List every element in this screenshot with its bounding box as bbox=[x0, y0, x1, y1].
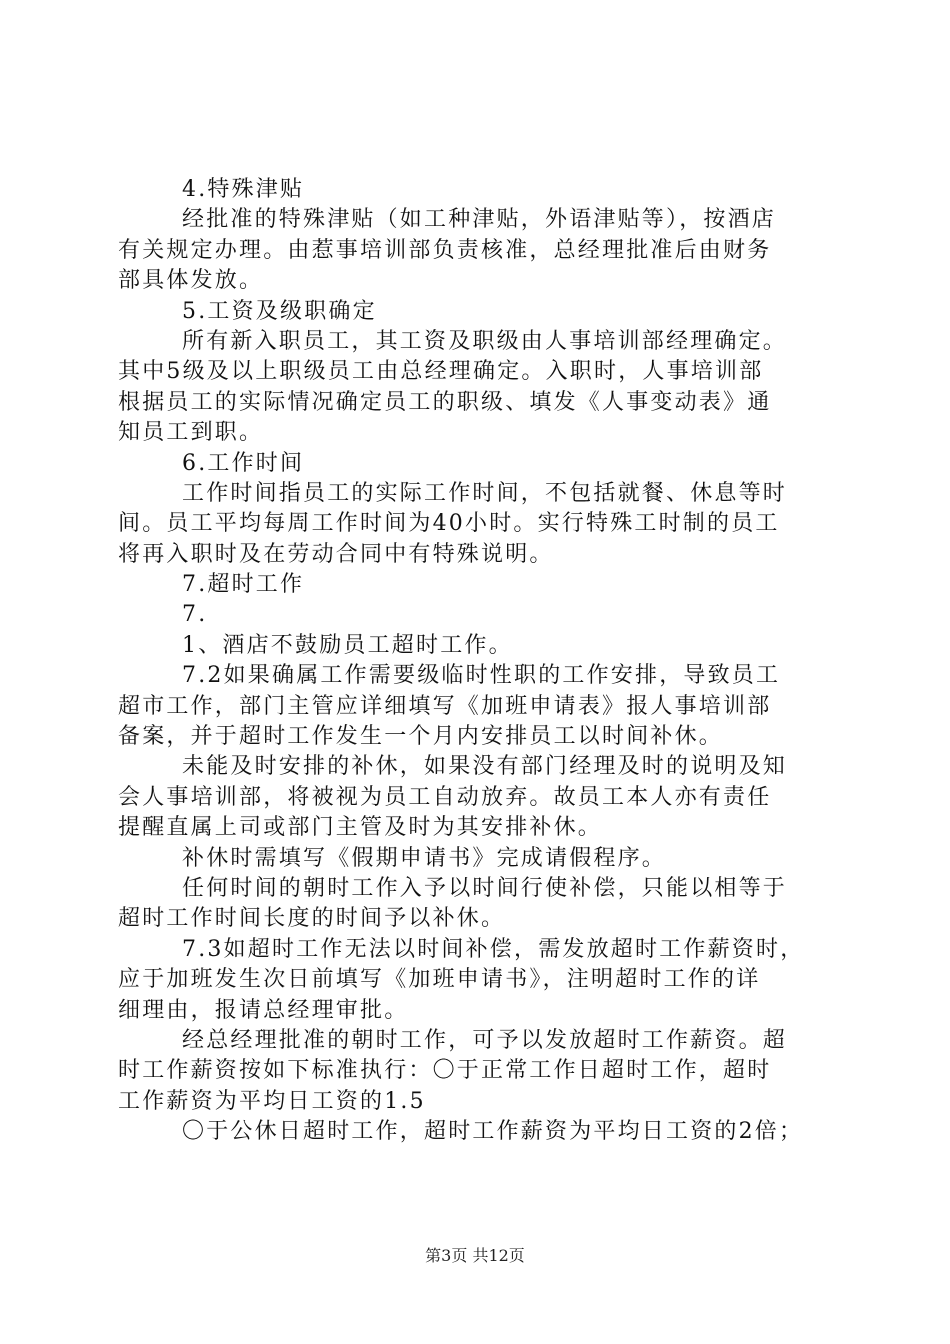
paragraph-line: 经总经理批准的朝时工作，可予以发放超时工作薪资。超 bbox=[182, 1027, 788, 1053]
section-heading: 5.工资及级职确定 bbox=[182, 298, 377, 324]
paragraph-line: 将再入职时及在劳动合同中有特殊说明。 bbox=[118, 541, 554, 567]
paragraph-line: 1、酒店不鼓励员工超时工作。 bbox=[182, 632, 513, 658]
page-number-footer: 第3页 共12页 bbox=[425, 1246, 525, 1265]
paragraph-line: 备案，并于超时工作发生一个月内安排员工以时间补休。 bbox=[118, 724, 724, 750]
paragraph-line: 〇于公休日超时工作，超时工作薪资为平均日工资的2倍； bbox=[182, 1119, 804, 1145]
paragraph-line: 部具体发放。 bbox=[118, 268, 264, 294]
paragraph-line: 7.2如果确属工作需要级临时性职的工作安排，导致员工 bbox=[182, 663, 781, 689]
paragraph-line: 工作时间指员工的实际工作时间，不包括就餐、休息等时 bbox=[182, 480, 788, 506]
paragraph-line: 所有新入职员工，其工资及职级由人事培训部经理确定。 bbox=[182, 328, 788, 354]
document-body bbox=[118, 175, 838, 1148]
paragraph-line: 有关规定办理。由惹事培训部负责核准，总经理批准后由财务 bbox=[118, 237, 772, 263]
section-heading: 6.工作时间 bbox=[182, 450, 305, 476]
paragraph-line: 未能及时安排的补休，如果没有部门经理及时的说明及知 bbox=[182, 754, 788, 780]
paragraph-line: 间。员工平均每周工作时间为40小时。实行特殊工时制的员工 bbox=[118, 511, 780, 537]
paragraph-line: 7. bbox=[182, 602, 208, 628]
paragraph-line: 根据员工的实际情况确定员工的职级、填发《人事变动表》通 bbox=[118, 389, 772, 415]
paragraph-line: 超时工作时间长度的时间予以补休。 bbox=[118, 906, 506, 932]
paragraph-line: 工作薪资为平均日工资的1.5 bbox=[118, 1088, 426, 1114]
section-heading: 7.超时工作 bbox=[182, 572, 305, 598]
section-heading: 4.特殊津贴 bbox=[182, 177, 305, 202]
paragraph-line: 经批准的特殊津贴（如工种津贴，外语津贴等），按酒店 bbox=[182, 207, 777, 233]
paragraph-line: 应于加班发生次日前填写《加班申请书》，注明超时工作的详 bbox=[118, 967, 761, 993]
paragraph-line: 知员工到职。 bbox=[118, 420, 264, 446]
paragraph-line: 会人事培训部，将被视为员工自动放弃。故员工本人亦有责任 bbox=[118, 784, 772, 810]
paragraph-line: 其中5级及以上职级员工由总经理确定。入职时，人事培训部 bbox=[118, 359, 764, 385]
paragraph-line: 补休时需填写《假期申请书》完成请假程序。 bbox=[182, 845, 667, 871]
paragraph-line: 任何时间的朝时工作入予以时间行使补偿，只能以相等于 bbox=[182, 875, 788, 901]
paragraph-line: 超市工作，部门主管应详细填写《加班申请表》报人事培训部 bbox=[118, 693, 772, 719]
paragraph-line: 7.3如超时工作无法以时间补偿，需发放超时工作薪资时， bbox=[182, 936, 805, 962]
paragraph-line: 提醒直属上司或部门主管及时为其安排补休。 bbox=[118, 815, 603, 841]
paragraph-line: 细理由，报请总经理审批。 bbox=[118, 997, 409, 1023]
paragraph-line: 时工作薪资按如下标准执行：〇于正常工作日超时工作，超时 bbox=[118, 1058, 772, 1084]
